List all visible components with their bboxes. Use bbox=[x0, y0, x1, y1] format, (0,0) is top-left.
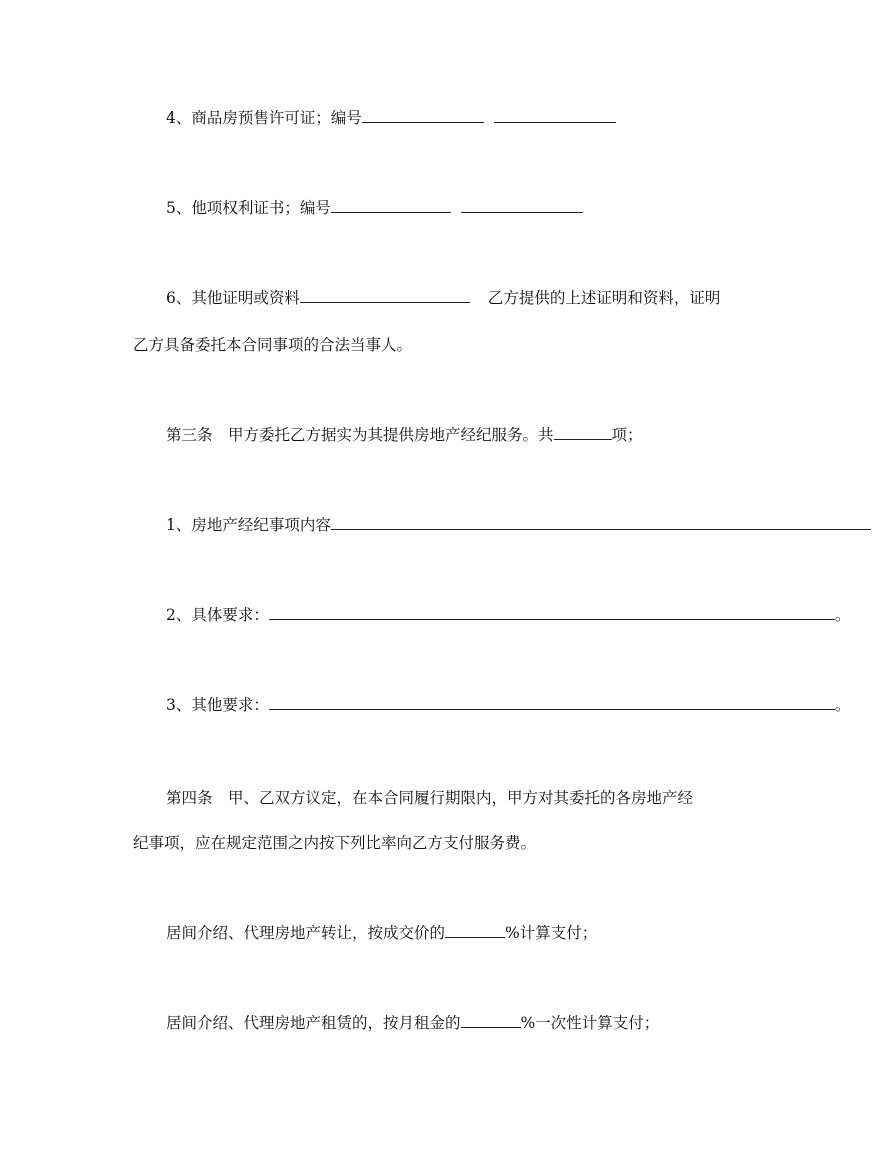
lease-fee-suffix: %一次性计算支付； bbox=[520, 1014, 660, 1032]
other-rights-certificate-label: 5、他项权利证书；编号 bbox=[166, 199, 331, 217]
lease-fee-label: 居间介绍、代理房地产租赁的，按月租金的 bbox=[166, 1014, 461, 1032]
article-four-continued-line bbox=[133, 832, 536, 854]
article-four-line bbox=[166, 787, 693, 809]
transfer-fee-suffix: %计算支付； bbox=[505, 924, 598, 942]
other-documents-blank bbox=[300, 288, 470, 303]
specific-requirements-blank bbox=[269, 605, 835, 620]
other-rights-certificate-line bbox=[166, 197, 583, 219]
article-three-line bbox=[166, 424, 643, 446]
specific-requirements-label: 2、具体要求： bbox=[166, 606, 269, 624]
article-four-continued-text: 纪事项，应在规定范围之内按下列比率向乙方支付服务费。 bbox=[133, 834, 537, 852]
other-documents-line bbox=[166, 287, 720, 309]
other-requirements-end: 。 bbox=[834, 696, 851, 714]
other-documents-suffix: 乙方提供的上述证明和资料，证明 bbox=[487, 289, 721, 307]
legal-party-line bbox=[133, 334, 412, 356]
other-requirements-line bbox=[166, 694, 850, 716]
brokerage-item-blank bbox=[331, 515, 871, 530]
presale-permit-blank-1 bbox=[362, 108, 484, 123]
transfer-fee-line bbox=[166, 922, 597, 944]
other-rights-blank-1 bbox=[331, 198, 451, 213]
transfer-fee-label: 居间介绍、代理房地产转让，按成交价的 bbox=[166, 924, 446, 942]
specific-requirements-end: 。 bbox=[834, 606, 851, 624]
other-rights-blank-2 bbox=[461, 198, 583, 213]
lease-fee-rate-blank bbox=[461, 1013, 521, 1028]
other-requirements-blank bbox=[269, 695, 835, 710]
other-documents-label: 6、其他证明或资料 bbox=[166, 289, 300, 307]
service-count-blank bbox=[554, 425, 612, 440]
article-three-suffix: 项； bbox=[611, 426, 643, 444]
article-four-text: 第四条 甲、乙双方议定，在本合同履行期限内，甲方对其委托的各房地产经 bbox=[166, 789, 694, 807]
presale-permit-blank-2 bbox=[494, 108, 616, 123]
brokerage-item-label: 1、房地产经纪事项内容 bbox=[166, 516, 331, 534]
lease-fee-line bbox=[166, 1012, 659, 1034]
specific-requirements-line bbox=[166, 604, 850, 626]
transfer-fee-rate-blank bbox=[445, 923, 505, 938]
brokerage-item-line bbox=[166, 514, 871, 536]
presale-permit-line bbox=[166, 107, 616, 129]
other-requirements-label: 3、其他要求： bbox=[166, 696, 269, 714]
legal-party-text: 乙方具备委托本合同事项的合法当事人。 bbox=[133, 336, 413, 354]
presale-permit-label: 4、商品房预售许可证；编号 bbox=[166, 109, 362, 127]
article-three-text: 第三条 甲方委托乙方据实为其提供房地产经纪服务。共 bbox=[166, 426, 554, 444]
